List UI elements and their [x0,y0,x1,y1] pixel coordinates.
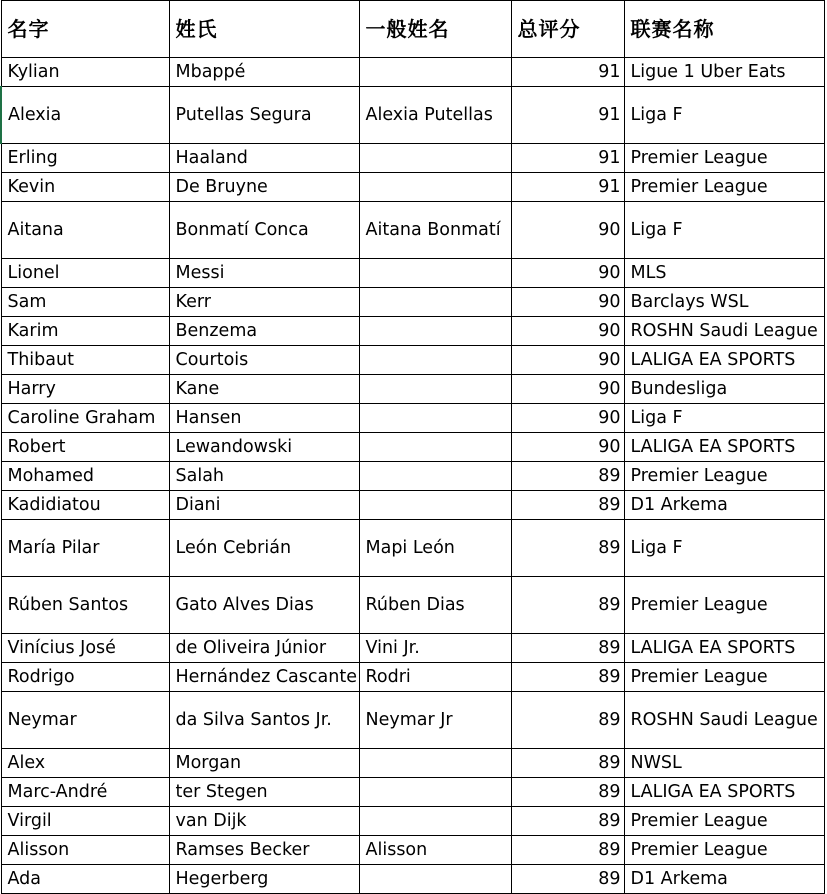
first-name-cell[interactable]: Robert [1,433,169,462]
rating-cell[interactable]: 90 [511,259,624,288]
last-name-cell[interactable]: León Cebrián [169,520,359,577]
league-cell[interactable]: LALIGA EA SPORTS [624,433,824,462]
league-cell[interactable]: Liga F [624,404,824,433]
table-row [1,87,824,144]
last-name-cell[interactable]: Lewandowski [169,433,359,462]
table-row [1,836,824,865]
rating-cell[interactable]: 89 [511,692,624,749]
table-row [1,375,824,404]
table-row [1,462,824,491]
first-name-cell[interactable]: Vinícius José [1,634,169,663]
last-name-cell[interactable]: De Bruyne [169,173,359,202]
table-row [1,692,824,749]
common-name-cell[interactable]: Neymar Jr [359,692,511,749]
common-name-cell[interactable] [359,433,511,462]
table-row [1,491,824,520]
league-cell[interactable]: Premier League [624,462,824,491]
common-name-cell[interactable] [359,173,511,202]
league-cell[interactable]: Liga F [624,87,824,144]
last-name-cell[interactable]: Gato Alves Dias [169,577,359,634]
common-name-cell[interactable]: Mapi León [359,520,511,577]
common-name-cell[interactable]: Alisson [359,836,511,865]
common-name-cell[interactable]: Alexia Putellas [359,87,511,144]
table-row [1,58,824,87]
common-name-cell[interactable] [359,317,511,346]
table-row [1,634,824,663]
rating-cell[interactable]: 89 [511,807,624,836]
table-row [1,778,824,807]
last-name-cell[interactable]: Morgan [169,749,359,778]
rating-cell[interactable]: 91 [511,144,624,173]
first-name-cell[interactable]: Kevin [1,173,169,202]
league-cell[interactable]: Premier League [624,173,824,202]
first-name-cell[interactable]: Aitana [1,202,169,259]
table-row [1,288,824,317]
first-name-cell[interactable]: Neymar [1,692,169,749]
common-name-cell[interactable] [359,749,511,778]
last-name-cell[interactable]: Diani [169,491,359,520]
league-cell[interactable]: NWSL [624,749,824,778]
rating-cell[interactable]: 90 [511,202,624,259]
table-row [1,144,824,173]
last-name-cell[interactable]: da Silva Santos Jr. [169,692,359,749]
first-name-cell[interactable]: Sam [1,288,169,317]
rating-cell[interactable]: 89 [511,749,624,778]
first-name-cell[interactable]: Erling [1,144,169,173]
table-row [1,259,824,288]
last-name-cell[interactable]: Benzema [169,317,359,346]
common-name-cell[interactable] [359,807,511,836]
first-name-cell[interactable]: Rúben Santos [1,577,169,634]
last-name-cell[interactable]: ter Stegen [169,778,359,807]
common-name-cell[interactable] [359,346,511,375]
league-cell[interactable]: Premier League [624,663,824,692]
last-name-cell[interactable]: Haaland [169,144,359,173]
league-cell[interactable]: LALIGA EA SPORTS [624,346,824,375]
league-cell[interactable]: ROSHN Saudi League [624,317,824,346]
league-cell[interactable]: ROSHN Saudi League [624,692,824,749]
rating-cell[interactable]: 90 [511,288,624,317]
rating-cell[interactable]: 91 [511,58,624,87]
league-cell[interactable]: MLS [624,259,824,288]
first-name-cell[interactable]: Marc-André [1,778,169,807]
table-row [1,202,824,259]
table-row [1,749,824,778]
header-row [1,1,824,58]
table-row [1,317,824,346]
common-name-cell[interactable] [359,58,511,87]
header-league-name[interactable]: 联赛名称 [624,1,824,58]
first-name-cell[interactable]: Thibaut [1,346,169,375]
rating-cell[interactable]: 90 [511,375,624,404]
rating-cell[interactable]: 89 [511,836,624,865]
last-name-cell[interactable]: Ramses Becker [169,836,359,865]
common-name-cell[interactable]: Rúben Dias [359,577,511,634]
rating-cell[interactable]: 90 [511,317,624,346]
last-name-cell[interactable]: Salah [169,462,359,491]
league-cell[interactable]: D1 Arkema [624,491,824,520]
table-row [1,807,824,836]
common-name-cell[interactable] [359,462,511,491]
table-row [1,865,824,894]
league-cell[interactable]: Liga F [624,202,824,259]
header-first-name[interactable]: 名字 [1,1,169,58]
last-name-cell[interactable]: Kerr [169,288,359,317]
league-cell[interactable]: LALIGA EA SPORTS [624,634,824,663]
common-name-cell[interactable] [359,375,511,404]
header-overall-rating[interactable]: 总评分 [511,1,624,58]
common-name-cell[interactable]: Aitana Bonmatí [359,202,511,259]
league-cell[interactable]: Premier League [624,577,824,634]
last-name-cell[interactable]: van Dijk [169,807,359,836]
last-name-cell[interactable]: Messi [169,259,359,288]
rating-cell[interactable]: 89 [511,865,624,894]
first-name-cell[interactable]: Karim [1,317,169,346]
table-row [1,404,824,433]
common-name-cell[interactable]: Vini Jr. [359,634,511,663]
header-last-name[interactable]: 姓氏 [169,1,359,58]
league-cell[interactable]: Premier League [624,144,824,173]
last-name-cell[interactable]: de Oliveira Júnior [169,634,359,663]
first-name-cell[interactable]: Alisson [1,836,169,865]
first-name-cell[interactable]: Lionel [1,259,169,288]
table-row [1,663,824,692]
league-cell[interactable]: Ligue 1 Uber Eats [624,58,824,87]
table-row [1,577,824,634]
last-name-cell[interactable]: Courtois [169,346,359,375]
last-name-cell[interactable]: Bonmatí Conca [169,202,359,259]
rating-cell[interactable]: 89 [511,462,624,491]
common-name-cell[interactable] [359,259,511,288]
rating-cell[interactable]: 89 [511,577,624,634]
first-name-cell[interactable]: Alexia [1,87,169,144]
first-name-cell[interactable]: María Pilar [1,520,169,577]
rating-cell[interactable]: 89 [511,663,624,692]
rating-cell[interactable]: 89 [511,520,624,577]
rating-cell[interactable]: 90 [511,404,624,433]
common-name-cell[interactable] [359,778,511,807]
rating-cell[interactable]: 89 [511,778,624,807]
common-name-cell[interactable] [359,144,511,173]
first-name-cell[interactable]: Alex [1,749,169,778]
rating-cell[interactable]: 91 [511,87,624,144]
first-name-cell[interactable]: Mohamed [1,462,169,491]
common-name-cell[interactable] [359,491,511,520]
rating-cell[interactable]: 90 [511,346,624,375]
table-row [1,173,824,202]
last-name-cell[interactable]: Hansen [169,404,359,433]
first-name-cell[interactable]: Kadidiatou [1,491,169,520]
first-name-cell[interactable]: Rodrigo [1,663,169,692]
last-name-cell[interactable]: Hegerberg [169,865,359,894]
league-cell[interactable]: Premier League [624,807,824,836]
last-name-cell[interactable]: Mbappé [169,58,359,87]
header-common-name[interactable]: 一般姓名 [359,1,511,58]
league-cell[interactable]: D1 Arkema [624,865,824,894]
first-name-cell[interactable]: Harry [1,375,169,404]
last-name-cell[interactable]: Kane [169,375,359,404]
league-cell[interactable]: LALIGA EA SPORTS [624,778,824,807]
common-name-cell[interactable] [359,288,511,317]
common-name-cell[interactable] [359,404,511,433]
rating-cell[interactable]: 89 [511,634,624,663]
last-name-cell[interactable]: Hernández Cascante [169,663,359,692]
common-name-cell[interactable] [359,865,511,894]
rating-cell[interactable]: 91 [511,173,624,202]
table-row [1,433,824,462]
last-name-cell[interactable]: Putellas Segura [169,87,359,144]
common-name-cell[interactable]: Rodri [359,663,511,692]
first-name-cell[interactable]: Caroline Graham [1,404,169,433]
league-cell[interactable]: Premier League [624,836,824,865]
first-name-cell[interactable]: Virgil [1,807,169,836]
rating-cell[interactable]: 90 [511,433,624,462]
rating-cell[interactable]: 89 [511,491,624,520]
table-row [1,346,824,375]
league-cell[interactable]: Liga F [624,520,824,577]
league-cell[interactable]: Barclays WSL [624,288,824,317]
table-row [1,520,824,577]
first-name-cell[interactable]: Ada [1,865,169,894]
league-cell[interactable]: Bundesliga [624,375,824,404]
first-name-cell[interactable]: Kylian [1,58,169,87]
